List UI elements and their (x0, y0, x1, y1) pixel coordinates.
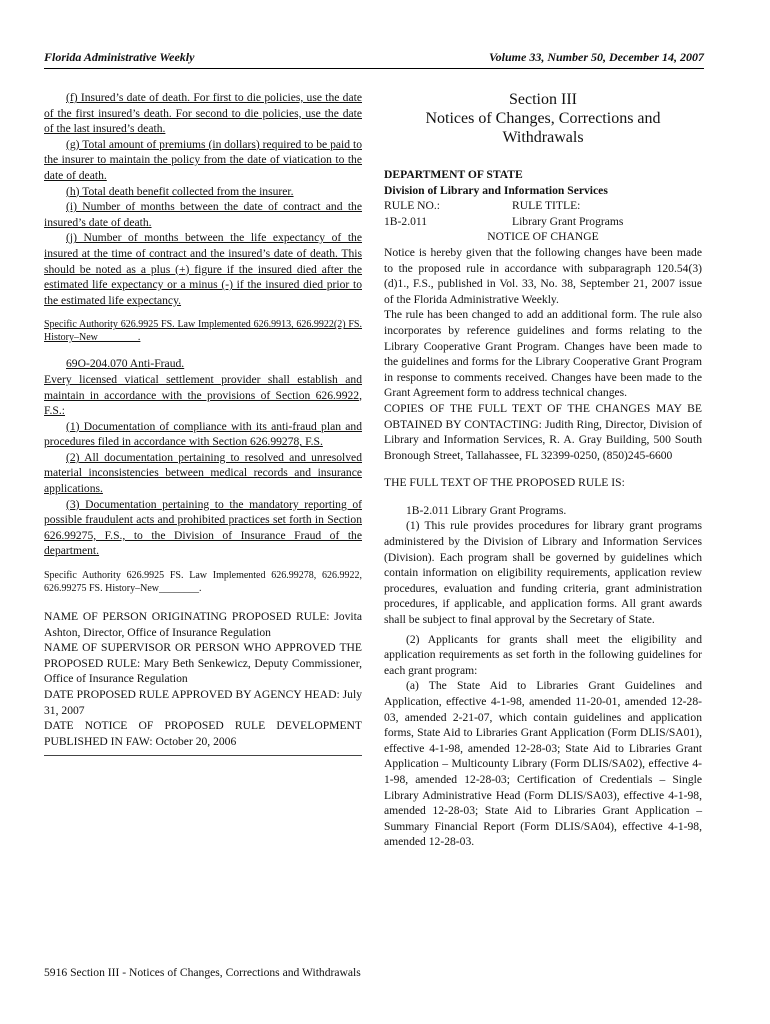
page-footer: 5916 Section III - Notices of Changes, Corrections and Withdrawals (44, 966, 361, 979)
notice-paragraph: Notice is hereby given that the following changes have been made to the proposed rule in accordance with subparagraph 120.54(3)(d)1., F.S., published in Vol. 33, No. 38, September 21, 2007 issue of the Florida Administrative Weekly. (384, 245, 702, 306)
rule-paragraph-a: (a) The State Aid to Libraries Grant Guidelines and Application, effective 4-1-98, amended 11-20-01, amended 12-28-03, amended 2-21-07, which contain guidelines and application forms, State Aid to Libraries Grant Application (Form DLIS/SA01), effective 4-1-98, amended 12-28-03; State Aid to Libraries Grant Application – Multicounty Library (Form DLIS/SA02), effective 4-1-98, amended 12-28-03; Certification of Credentials – Single Library Administrative Head (Form DLIS/SA03), effective 4-1-98, amended 12-28-03; State Aid to Libraries Grant Application – Summary Financial Report (Form DLIS/SA04), effective 4-1-98, amended 12-28-03. (384, 679, 702, 849)
rule-number: 1B-2.011 (384, 214, 428, 228)
running-header (44, 50, 704, 69)
rule-title-label: RULE TITLE: (512, 199, 581, 213)
supervisor: NAME OF SUPERVISOR OR PERSON WHO APPROVED THE PROPOSED RULE: Mary Beth Senkewicz, Deputy Commissioner, Office of Insurance Regulation (44, 641, 362, 686)
publication-name: Florida Administrative Weekly (44, 50, 195, 64)
copies-paragraph: COPIES OF THE FULL TEXT OF THE CHANGES MAY BE OBTAINED BY CONTACTING: Judith Ring, Director, Division of Library and Information Services, R. A. Gray Building, 500 South Bronough Street, Tallahassee, FL 32399-0250, (850)245-6600 (384, 401, 702, 462)
rule-labels-row (384, 198, 702, 214)
paragraph-f: (f) Insured’s date of death. For first to die policies, use the date of the first insured’s death. For second to die policies, use the date of the last insured’s death. (44, 91, 362, 136)
originator: NAME OF PERSON ORIGINATING PROPOSED RULE: Jovita Ashton, Director, Office of Insurance Regulation (44, 610, 362, 639)
rule-paragraph-2: (2) Applicants for grants shall meet the eligibility and application requirements as set forth in the following guidelines for each grant program: (384, 632, 702, 677)
paragraph-g: (g) Total amount of premiums (in dollars) required to be paid to the insurer to maintain the policy from the date of viatication to the date of death. (44, 137, 362, 182)
end-rule-divider (44, 755, 362, 756)
authority-note-2: Specific Authority 626.9925 FS. Law Implemented 626.99278, 626.9922, 626.99275 FS. History–New________. (44, 570, 362, 595)
paragraph-3: (3) Documentation pertaining to the mandatory reporting of possible fraudulent acts and prohibited practices set forth in Section 626.99275, F.S., to the Division of Insurance Fraud of the department. (44, 497, 362, 558)
rule-title: Library Grant Programs (512, 214, 624, 228)
rule-values-row (384, 214, 702, 230)
right-column (384, 90, 702, 850)
left-column (44, 90, 362, 756)
paragraph-i: (i) Number of months between the date of contract and the insured’s date of death. (44, 200, 362, 229)
paragraph-1: (1) Documentation of compliance with its anti-fraud plan and procedures filed in accordance with Section 626.99278, F.S. (44, 419, 362, 449)
rule-paragraph-1: (1) This rule provides procedures for library grant programs administered by the Division of Library and Information Services (Division). Each program shall be governed by guidelines which contain information on eligibility requirements, application review procedures, evaluation and funding criteria, grant administration procedures, if applicable, and application forms. All grant awards shall be subject to final approval by the Secretary of State. (384, 519, 702, 627)
paragraph-every-provider: Every licensed viatical settlement provider shall establish and maintain in accordance with the provisions of Section 626.9922, F.S.: (44, 372, 362, 418)
rule-no-label: RULE NO.: (384, 199, 441, 213)
approval-date: DATE PROPOSED RULE APPROVED BY AGENCY HEAD: July 31, 2007 (44, 688, 362, 717)
full-text-heading: THE FULL TEXT OF THE PROPOSED RULE IS: (384, 476, 625, 490)
changes-paragraph: The rule has been changed to add an additional form. The rule also incorporates by reference guidelines and forms relating to the Library Cooperative Grant Program. Changes have been made to the guidelines and forms for the Library Cooperative Grant Program in response to comments received. Changes have been made to the Grant Agreement form to address technical changes. (384, 308, 702, 400)
paragraph-j: (j) Number of months between the life expectancy of the insured at the time of contract and the insured’s date of death. This should be noted as a plus (+) figure if the insured died after the estimated life expectancy or a minus (-) if the insured died prior to the estimated life expectancy. (44, 231, 362, 307)
issue-info: Volume 33, Number 50, December 14, 2007 (489, 50, 704, 64)
paragraph-2: (2) All documentation pertaining to resolved and unresolved material inconsistencies between medical records and insurance applications. (44, 450, 362, 496)
notice-date: DATE NOTICE OF PROPOSED RULE DEVELOPMENT PUBLISHED IN FAW: October 20, 2006 (44, 719, 362, 748)
paragraph-h: (h) Total death benefit collected from the insurer. (66, 184, 294, 198)
rule-title-anti-fraud: 69O-204.070 Anti-Fraud. (66, 357, 185, 371)
authority-note-1: Specific Authority 626.9925 FS. Law Implemented 626.9913, 626.9922(2) FS. History–New________. (44, 319, 362, 344)
division-heading: Division of Library and Information Services (384, 183, 608, 197)
notice-heading: NOTICE OF CHANGE (487, 230, 599, 244)
department-heading: DEPARTMENT OF STATE (384, 168, 523, 181)
rule-heading: 1B-2.011 Library Grant Programs. (406, 503, 567, 517)
section-title: Notices of Changes, Corrections and Withdrawals (425, 110, 661, 146)
section-number: Section III (509, 91, 577, 108)
